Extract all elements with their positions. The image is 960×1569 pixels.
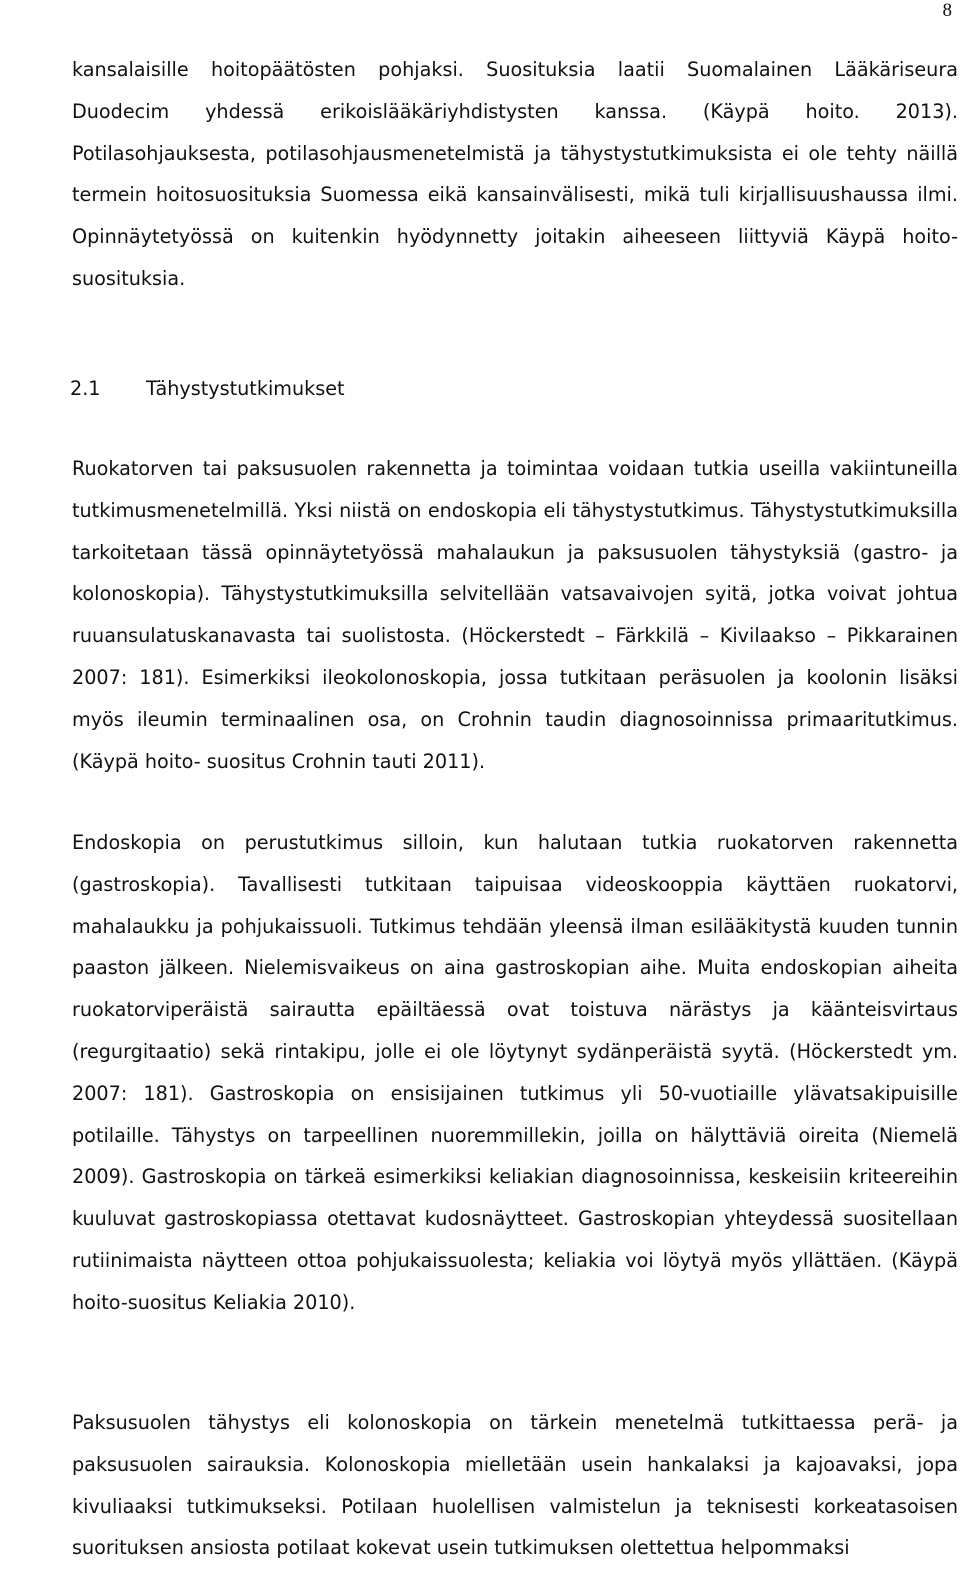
section-heading (72, 368, 345, 410)
paragraph-colonoscopy: Paksusuolen tähystys eli kolonoskopia on tärkein menetelmä tutkittaessa perä- ja paksusuolen sairauksia. Kolonoskopia mielletään usein hankalaksi ja kajoavaksi, jopa kivuliaaksi tutkimukseksi. Potilaan huolellisen valmistelun ja teknisesti korkeatasoisen suorituksen ansiosta potilaat kokevat usein tutkimuksen olettettua helpommaksi (72, 1411, 958, 1560)
paragraph-gastroscopy: Endoskopia on perustutkimus silloin, kun halutaan tutkia ruokatorven rakennetta (gastroskopia). Tavallisesti tutkitaan taipuisaa videoskooppia käyttäen ruokatorvi, mahalaukku ja pohjukaissuoli. Tutkimus tehdään yleensä ilman esilääkitystä kuuden tunnin paaston jälkeen. Nielemisvaikeus on aina gastroskopian aihe. Muita endoskopian aiheita ruokatorviperäistä sairautta epäiltäessä ovat toistuva närästys ja käänteisvirtaus (regurgitaatio) sekä rintakipu, jolle ei ole löytynyt sydänperäistä syytä. (Höckerstedt ym. 2007: 181). Gastroskopia on ensisijainen tutkimus yli 50-vuotiaille ylävatsakipuisille potilaille. Tähystys on tarpeellinen nuoremmillekin, joilla on hälyttäviä oireita (Niemelä 2009). Gastroskopia on tärkeä esimerkiksi keliakian diagnosoinnissa, keskeisiin kriteereihin kuuluvat gastroskopiassa otettavat kudosnäytteet. Gastroskopian yhteydessä suositellaan rutiinimaista näytteen ottoa pohjukaissuolesta; keliakia voi löytyä myös yllättäen. (Käypä hoito-suositus Keliakia 2010). (72, 831, 958, 1314)
section-number: 2.1 (70, 377, 101, 400)
page-number: 8 (942, 0, 952, 21)
paragraph-intro: kansalaisille hoitopäätösten pohjaksi. Suosituksia laatii Suomalainen Lääkäriseura Duodecim yhdessä erikoislääkäriyhdistysten kanssa. (Käypä hoito. 2013). Potilasohjauksesta, potilasohjausmenetelmistä ja tähystystutkimuksista ei ole tehty näillä termein hoitosuosituksia Suomessa eikä kansainvälisesti, mikä tuli kirjallisuushaussa ilmi. Opinnäytetyössä on kuitenkin hyödynnetty joitakin aiheeseen liittyviä Käypä hoito-suosituksia. (72, 58, 958, 290)
paragraph-endoscopy-methods: Ruokatorven tai paksusuolen rakennetta ja toimintaa voidaan tutkia useilla vakiintuneilla tutkimusmenetelmillä. Yksi niistä on endoskopia eli tähystystutkimus. Tähystystutkimuksilla tarkoitetaan tässä opinnäytetyössä mahalaukun ja paksusuolen tähystyksiä (gastro- ja kolonoskopia). Tähystystutkimuksilla selvitellään vatsavaivojen syitä, jotka voivat johtua ruuansulatuskanavasta tai suolistosta. (Höckerstedt – Färkkilä – Kivilaakso – Pikkarainen 2007: 181). Esimerkiksi ileokolonoskopia, jossa tutkitaan peräsuolen ja koolonin lisäksi myös ileumin terminaalinen osa, on Crohnin taudin diagnosoinnissa primaaritutkimus. (Käypä hoito- suositus Crohnin tauti 2011). (72, 457, 958, 773)
section-title: Tähystystutkimukset (146, 377, 345, 400)
